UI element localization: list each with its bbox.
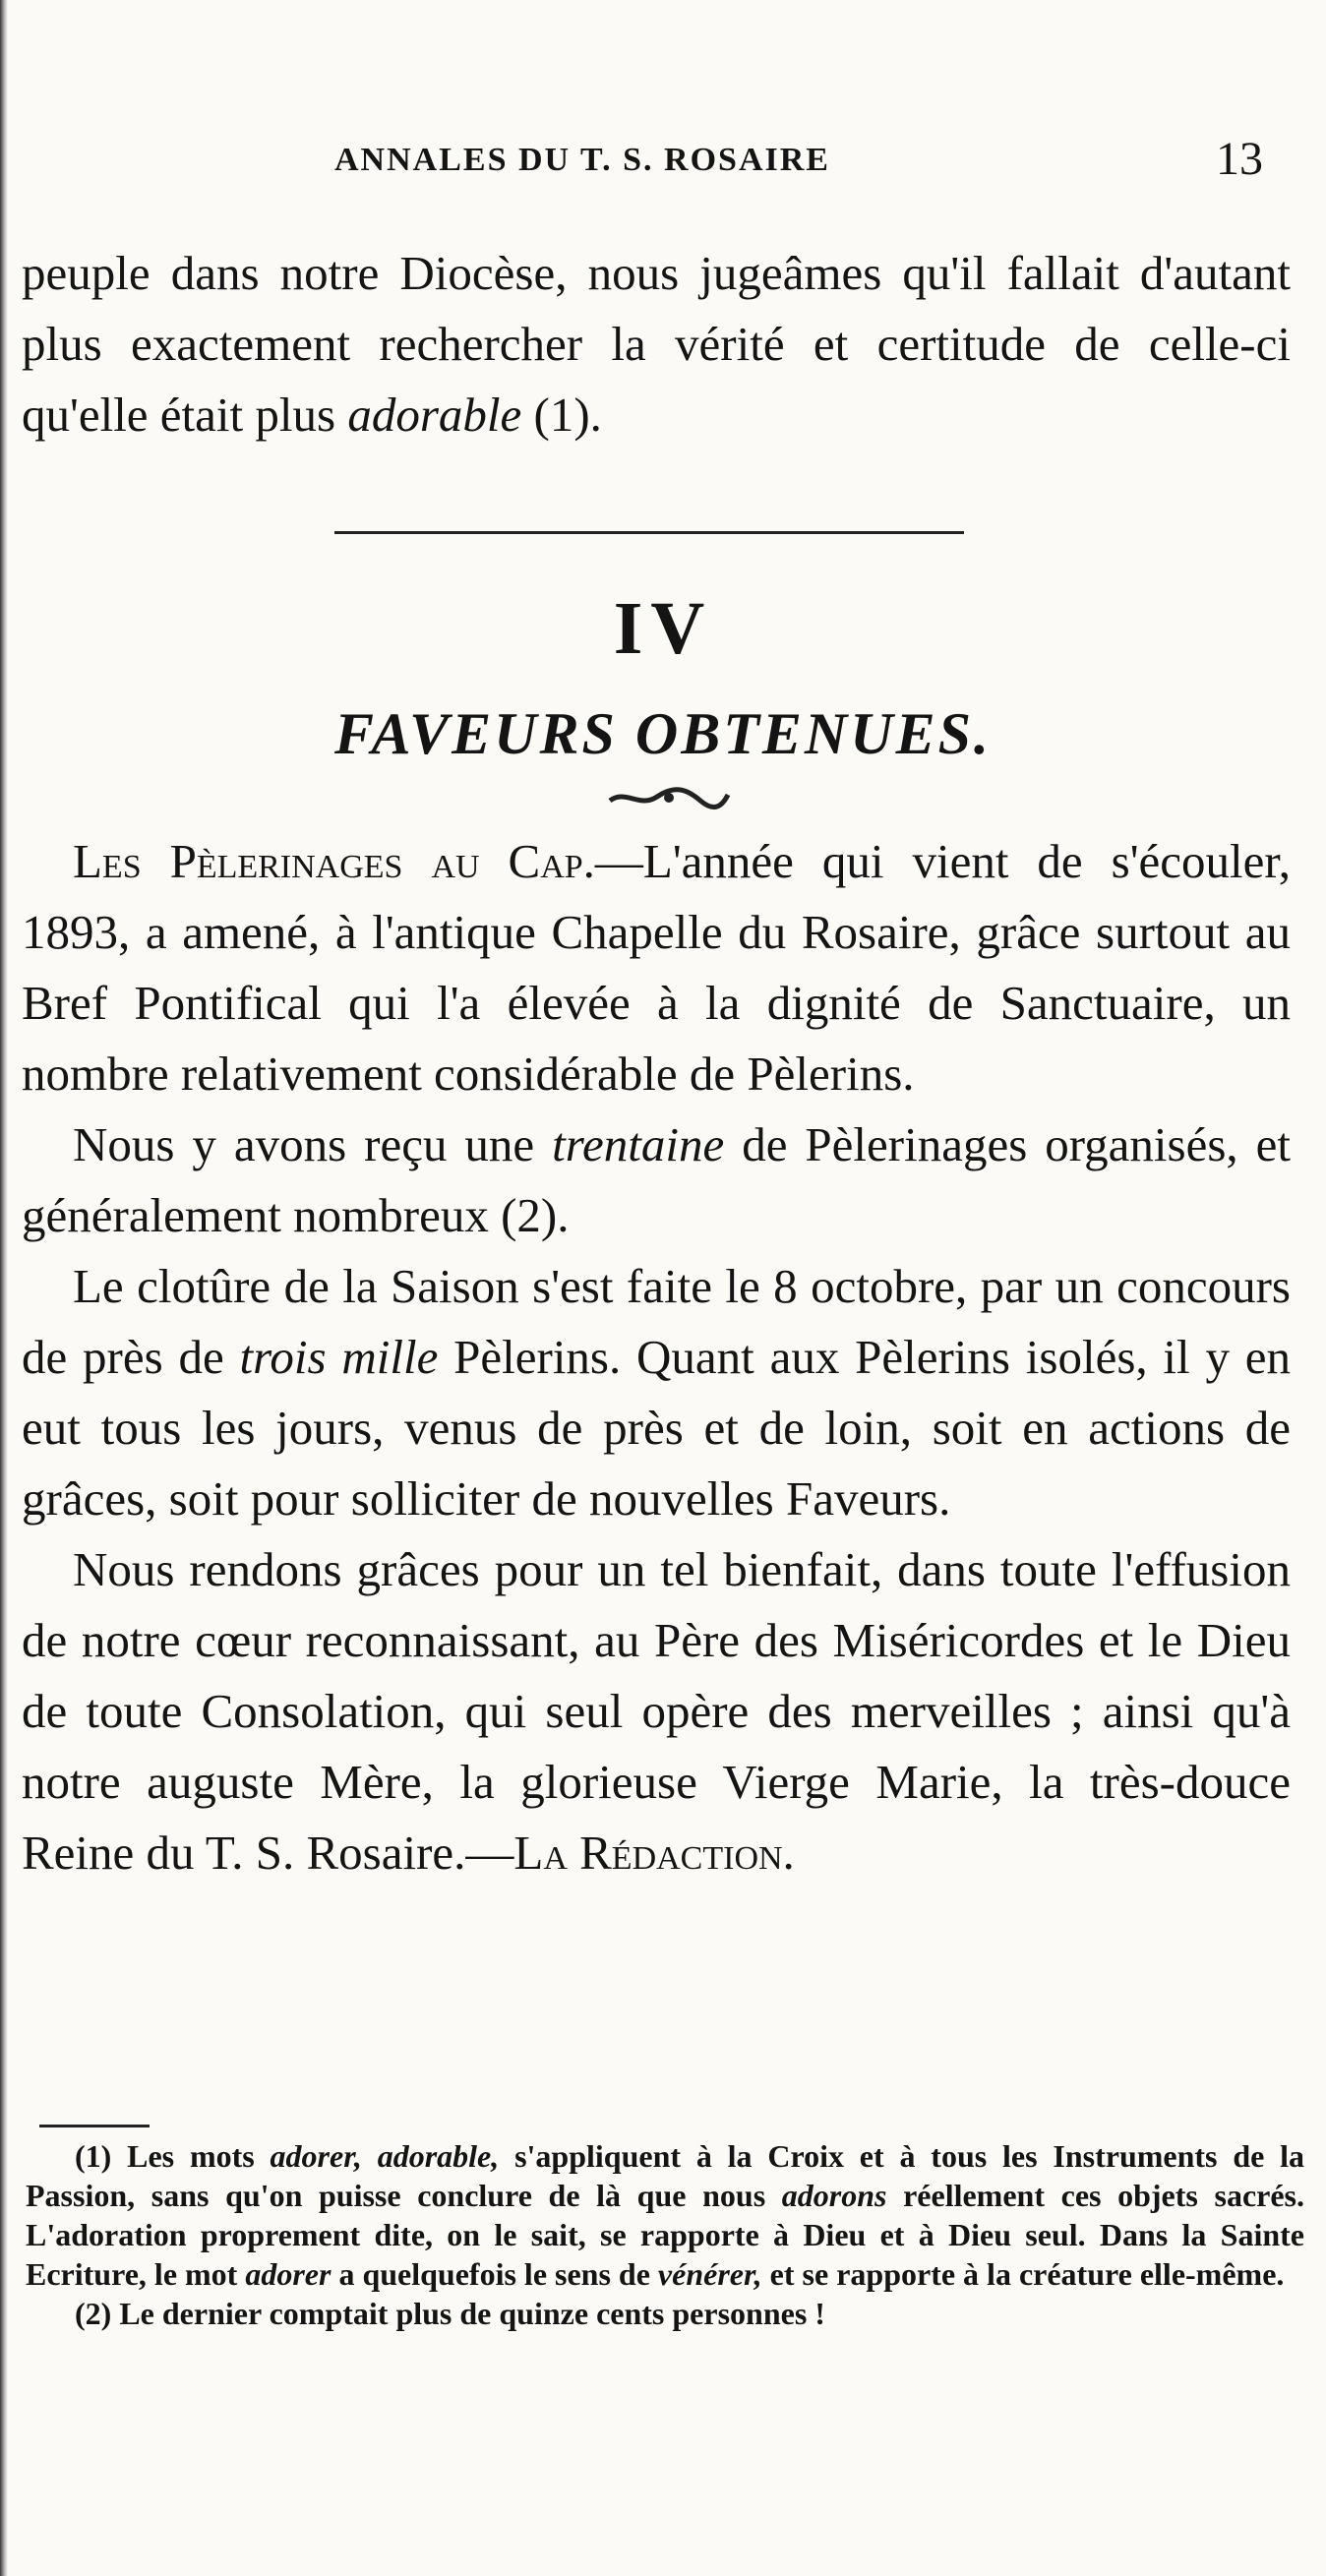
paragraph-end: (1). — [521, 388, 602, 442]
page-binding-edge — [0, 0, 8, 2576]
ornament-icon — [606, 783, 732, 812]
section-title: FAVEURS OBTENUES. — [334, 701, 992, 766]
running-head: ANNALES DU T. S. ROSAIRE — [334, 142, 830, 178]
fn-text: et se rapporte à la créature elle-même. — [761, 2256, 1285, 2292]
paragraph-end: Pèlerins. Quant aux Pèlerins isolés, il y en eut tous les jours, venus de près et de loin, soit en actions de grâces, soit pour solliciter de nouvelles Faveurs. — [22, 1330, 1291, 1526]
intro-paragraph — [22, 238, 1291, 450]
smallcaps-lead: Les Pèlerinages au Cap. — [73, 834, 595, 888]
emphasis-text: adorable — [347, 388, 522, 442]
fn-text: a quelquefois le sens de — [331, 2256, 658, 2292]
fn-emphasis: vénérer, — [657, 2256, 762, 2292]
fn-text: réellement ces objets sacrés. L'adoration proprement dite, on le sait, se rapporte à Dieu et à Dieu seul. Dans la Sainte Ecriture, le mot — [26, 2178, 1305, 2292]
paragraph-text: peuple dans notre Diocèse, nous jugeâmes qu'il fallait d'autant plus exactement rechercher la vérité et certitude de celle-ci qu'elle était plus — [22, 246, 1291, 442]
fn-emphasis: adorer, adorable, — [270, 2138, 500, 2174]
paragraph — [22, 1251, 1291, 1534]
fn-text: (1) Les mots — [75, 2138, 271, 2174]
fn-emphasis: adorer — [245, 2256, 332, 2292]
section-number: IV — [613, 587, 713, 670]
signature: La Rédaction. — [513, 1826, 795, 1880]
emphasis-text: trentaine — [552, 1117, 725, 1171]
footnote-1 — [26, 2136, 1304, 2294]
paragraph-start: Le clotûre de la Saison s'est faite le 8 octobre, par un concours de près de — [22, 1259, 1291, 1384]
paragraph — [22, 826, 1291, 1109]
section-divider — [334, 531, 964, 534]
page-number: 13 — [1216, 133, 1263, 185]
paragraph-text: Nous rendons grâces pour un tel bienfait, dans toute l'effusion de notre cœur reconnaissant, au Père des Miséricordes et le Dieu de toute Consolation, qui seul opère des merveilles ; ainsi qu'à notre auguste Mère, la glorieuse Vierge Marie, la très-douce Reine du T. S. Rosaire.— — [22, 1542, 1291, 1880]
emphasis-text: trois mille — [239, 1330, 439, 1384]
paragraph — [22, 238, 1291, 450]
paragraph-text: —L'année qui vient de s'écouler, 1893, a amené, à l'antique Chapelle du Rosaire, grâce surtout au Bref Pontifical qui l'a élevée à la dignité de Sanctuaire, un nombre relativement considérable de Pèlerins. — [22, 834, 1291, 1101]
paragraph — [22, 1534, 1291, 1888]
main-text — [22, 826, 1291, 1888]
footnote-divider — [39, 2125, 150, 2127]
paragraph-end: de Pèlerinages organisés, et généralement nombreux (2). — [22, 1117, 1291, 1242]
fn-emphasis: adorons — [781, 2178, 887, 2213]
page-header — [0, 128, 1326, 187]
paragraph-start: Nous y avons reçu une — [73, 1117, 553, 1171]
paragraph — [22, 1109, 1291, 1251]
fn-text: s'appliquent à la Croix et à tous les Instruments de la Passion, sans qu'on puisse conclure de là que nous — [26, 2138, 1305, 2213]
footnotes — [26, 2136, 1304, 2333]
footnote-2: (2) Le dernier comptait plus de quinze cents personnes ! — [75, 2296, 825, 2331]
